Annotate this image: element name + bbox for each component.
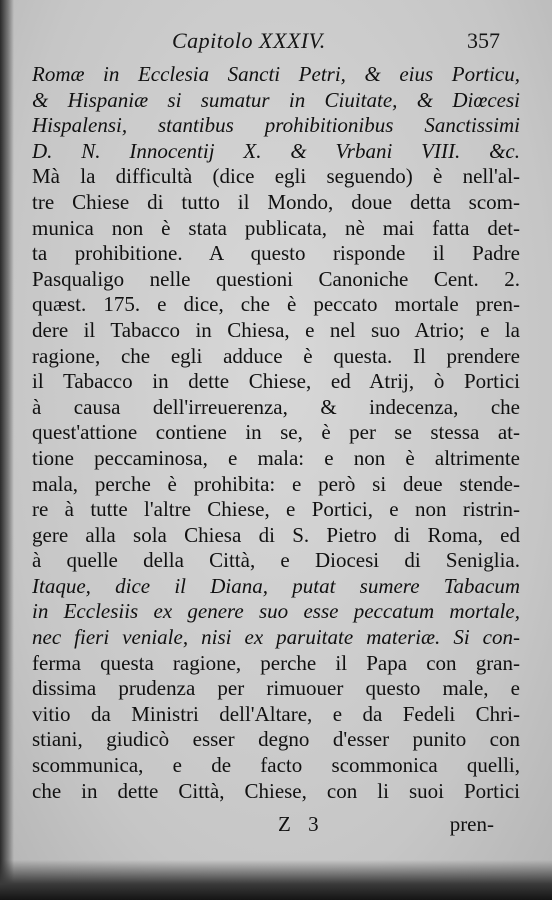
text-line: vitio da Ministri dell'Altare, e da Fedeli Chri- [32,701,520,726]
text-line: Romæ in Ecclesia Sancti Petri, & eius Porticu, [32,62,520,86]
text-line: dissima prudenza per rimuouer questo male, e [32,676,520,701]
signature-mark: Z 3 [278,812,325,836]
catchword: pren- [449,812,494,836]
page-footer [60,812,500,842]
body-text [32,62,520,804]
running-title: Capitolo XXXIV. [172,28,326,53]
page-header [60,28,500,64]
text-line: quæst. 175. e dice, che è peccato mortale pren- [32,292,520,317]
text-line: scommunica, e de facto scommonica quelli, [32,753,520,778]
text-line: tione peccaminosa, e mala: e non è altrimente [32,445,520,470]
text-line: ta prohibitione. A questo risponde il Padre [32,241,520,266]
text-line: munica non è stata publicata, nè mai fatta det- [32,215,520,240]
text-line: Hispalensi, stantibus prohibitionibus Sanctissimi [32,113,520,138]
text-line: che in dette Città, Chiese, con li suoi Portici [32,778,520,803]
text-line: stiani, giudicò esser degno d'esser punito con [32,727,520,752]
text-line: re à tutte l'altre Chiese, e Portici, e non ristrin- [32,497,520,522]
text-line: in Ecclesiis ex genere suo esse peccatum mortale, [32,599,520,624]
text-line: Mà la difficultà (dice egli seguendo) è nell'al- [32,164,520,189]
text-line: Itaque, dice il Diana, putat sumere Tabacum [32,573,520,598]
text-line: il Tabacco in dette Chiese, ed Atrij, ò Portici [32,369,520,394]
text-line: nec fieri veniale, nisi ex paruitate materiæ. Si con- [32,625,520,650]
text-line: tre Chiese di tutto il Mondo, doue detta scom- [32,189,520,214]
text-line: gere alla sola Chiesa di S. Pietro di Roma, ed [32,522,520,547]
text-line: & Hispaniæ si sumatur in Ciuitate, & Diœcesi [32,87,520,112]
page-bottom-edge-shadow [0,860,552,900]
text-line: dere il Tabacco in Chiesa, e nel suo Atrio; e la [32,317,520,342]
text-line: D. N. Innocentij X. & Vrbani VIII. &c. [32,138,520,163]
page-number: 357 [467,28,500,53]
page-left-edge-shadow [0,0,14,900]
text-line: quest'attione contiene in se, è per se stessa at- [32,420,520,445]
text-line: à quelle della Città, e Diocesi di Seniglia. [32,548,520,573]
text-line: ferma questa ragione, perche il Papa con gran- [32,650,520,675]
text-line: Pasqualigo nelle questioni Canoniche Cent. 2. [32,266,520,291]
text-line: à causa dell'irreuerenza, & indecenza, che [32,394,520,419]
text-line: ragione, che egli adduce è questa. Il prendere [32,343,520,368]
text-line: mala, perche è prohibita: e però si deue stende- [32,471,520,496]
